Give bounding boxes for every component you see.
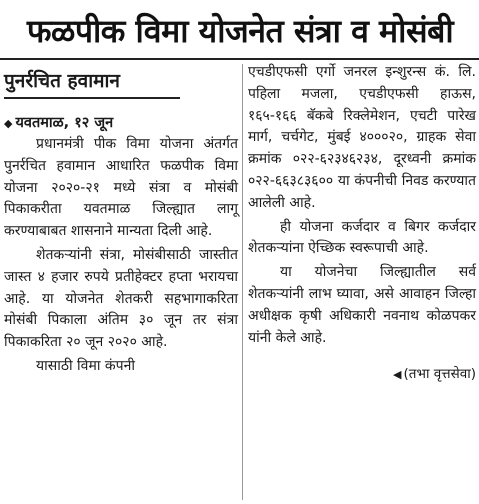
column-divider — [242, 64, 243, 500]
credit-text: (तभा वृत्तसेवा) — [403, 366, 476, 383]
article-paragraph: प्रधानमंत्री पीक विमा योजना अंतर्गत पुनर्रचित हवामान आधारित फळपीक विमा योजना २०२०-२१ मध्ये संत्रा व मोसंबी पिकाकरीता यवतमाळ जिल्ह्यात लागू करण्याबाबत शासनाने मान्यता दिली आहे. — [4, 136, 238, 240]
article-paragraph: ही योजना कर्जदार व बिगर कर्जदार शेतकऱ्यांना ऐच्छिक स्वरूपाची आहे. — [248, 218, 476, 257]
article-paragraph: शेतकऱ्यांनी संत्रा, मोसंबीसाठी जास्तीत जास्त ४ हजार रुपये प्रतीहेक्टर हप्ता भरायचा आहे. या योजनेत शेतकरी सहभागाकरिता मोसंबी पिकाला अंतिम ३० जून तर संत्रा पिकाकरिता २० जून २०२० आहे. — [4, 246, 238, 351]
subheading: पुनर्रचित हवामान — [4, 68, 180, 99]
headline: फळपीक विमा योजनेत संत्रा व मोसंबी — [26, 12, 454, 50]
dateline-text: यवतमाळ, १२ जून — [15, 115, 114, 131]
article-paragraph: यासाठी विमा कंपनी — [36, 357, 136, 374]
dateline — [4, 113, 238, 134]
article-paragraph: एचडीएफसी एर्गो जनरल इन्शुरन्स कं. लि. पहिला मजला, एचडीएफसी हाऊस, १६५-१६६ बॅकबे रिक्लेमेशन, एचटी पारेख मार्ग, चर्चगेट, मुंबई ४०००२०, ग्राहक सेवा क्रमांक ०२२-६२३४६२३४, दूरध्वनी क्रमांक ०२२-६६३८३६०० या कंपनीची निवड करण्यात आलेली आहे. — [248, 64, 476, 211]
right-column — [248, 62, 476, 386]
headline-rule — [0, 58, 479, 60]
diamond-bullet-icon: ◆ — [4, 117, 13, 130]
left-column — [4, 62, 238, 378]
article-paragraph: या योजनेचा जिल्ह्यातील सर्व शेतकऱ्यांनी लाभ घ्यावा, असे आवाहन जिल्हा अधीक्षक कृषी अधिकारी नवनाथ कोळपकर यांनी केले आहे. — [248, 264, 476, 346]
news-agency-credit — [248, 363, 476, 386]
triangle-bullet-icon: ◀ — [393, 368, 402, 382]
